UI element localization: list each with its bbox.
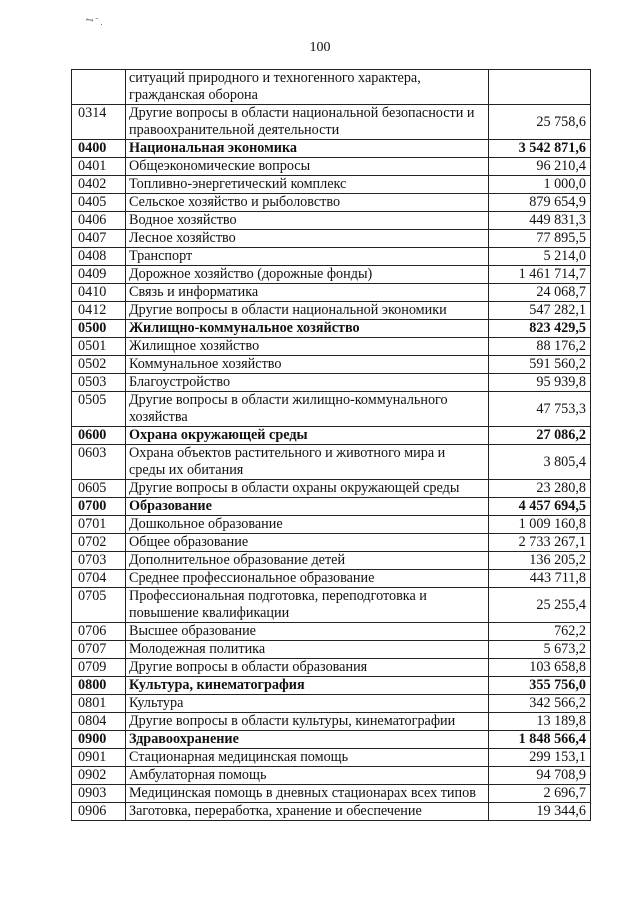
row-name: Стационарная медицинская помощь [126,749,489,767]
table-row [72,552,591,570]
table-row [72,194,591,212]
row-value: 299 153,1 [489,749,591,767]
row-name: Дошкольное образование [126,516,489,534]
row-name: Другие вопросы в области охраны окружающей среды [126,480,489,498]
row-value: 47 753,3 [489,392,591,427]
row-value: 5 673,2 [489,641,591,659]
row-code: 0704 [72,570,126,588]
row-value: 25 758,6 [489,105,591,140]
row-name: Высшее образование [126,623,489,641]
row-name: Общее образование [126,534,489,552]
row-name: Дорожное хозяйство (дорожные фонды) [126,266,489,284]
row-code [72,70,126,105]
row-value: 342 566,2 [489,695,591,713]
row-value: 1 848 566,4 [489,731,591,749]
row-name: Культура, кинематография [126,677,489,695]
row-name: Другие вопросы в области культуры, кинематографии [126,713,489,731]
row-name: Заготовка, переработка, хранение и обеспечение [126,803,489,821]
row-name: Профессиональная подготовка, переподготовка и повышение квалификации [126,588,489,623]
section-row [72,677,591,695]
table-row [72,695,591,713]
row-name: Медицинская помощь в дневных стационарах всех типов [126,785,489,803]
row-code: 0605 [72,480,126,498]
row-name: Дополнительное образование детей [126,552,489,570]
row-value: 88 176,2 [489,338,591,356]
row-value: 443 711,8 [489,570,591,588]
table-row [72,570,591,588]
table-row [72,534,591,552]
row-code: 0402 [72,176,126,194]
row-name: ситуаций природного и техногенного характера, гражданская оборона [126,70,489,105]
row-name: Жилищно-коммунальное хозяйство [126,320,489,338]
row-name: Связь и информатика [126,284,489,302]
row-code: 0706 [72,623,126,641]
row-code: 0505 [72,392,126,427]
table-row [72,302,591,320]
row-value: 591 560,2 [489,356,591,374]
row-code: 0800 [72,677,126,695]
row-name: Водное хозяйство [126,212,489,230]
row-code: 0902 [72,767,126,785]
section-row [72,427,591,445]
row-value: 762,2 [489,623,591,641]
row-value: 19 344,6 [489,803,591,821]
row-value: 3 542 871,6 [489,140,591,158]
row-value: 823 429,5 [489,320,591,338]
table-row [72,105,591,140]
row-code: 0603 [72,445,126,480]
row-name: Транспорт [126,248,489,266]
row-value: 547 282,1 [489,302,591,320]
table-row [72,641,591,659]
table-row [72,767,591,785]
table-row [72,516,591,534]
row-code: 0707 [72,641,126,659]
row-name: Другие вопросы в области национальной экономики [126,302,489,320]
table-row [72,70,591,105]
row-name: Национальная экономика [126,140,489,158]
row-value: 23 280,8 [489,480,591,498]
table-row [72,176,591,194]
row-code: 0500 [72,320,126,338]
table-row [72,713,591,731]
section-row [72,140,591,158]
row-name: Амбулаторная помощь [126,767,489,785]
row-value: 96 210,4 [489,158,591,176]
row-value: 3 805,4 [489,445,591,480]
row-value: 1 009 160,8 [489,516,591,534]
row-code: 0412 [72,302,126,320]
row-code: 0401 [72,158,126,176]
row-code: 0801 [72,695,126,713]
row-code: 0410 [72,284,126,302]
row-name: Благоустройство [126,374,489,392]
row-code: 0405 [72,194,126,212]
row-value [489,70,591,105]
row-code: 0702 [72,534,126,552]
row-name: Среднее профессиональное образование [126,570,489,588]
page-number: 100 [309,40,331,55]
row-value: 24 068,7 [489,284,591,302]
row-name: Молодежная политика [126,641,489,659]
row-name: Сельское хозяйство и рыболовство [126,194,489,212]
row-value: 95 939,8 [489,374,591,392]
table-row [72,623,591,641]
row-value: 355 756,0 [489,677,591,695]
corner-scan-mark: ꟷ ᷄ . [85,14,105,28]
row-code: 0408 [72,248,126,266]
row-value: 4 457 694,5 [489,498,591,516]
row-value: 103 658,8 [489,659,591,677]
table-row [72,392,591,427]
table-row [72,803,591,821]
table-row [72,356,591,374]
table-row [72,659,591,677]
section-row [72,731,591,749]
row-name: Здравоохранение [126,731,489,749]
budget-table [71,69,591,821]
row-value: 94 708,9 [489,767,591,785]
row-code: 0701 [72,516,126,534]
table-row [72,266,591,284]
row-code: 0400 [72,140,126,158]
row-value: 25 255,4 [489,588,591,623]
row-name: Другие вопросы в области национальной безопасности и правоохранительной деятельности [126,105,489,140]
row-value: 2 733 267,1 [489,534,591,552]
row-code: 0600 [72,427,126,445]
row-name: Охрана окружающей среды [126,427,489,445]
row-code: 0901 [72,749,126,767]
table-row [72,588,591,623]
row-name: Топливно-энергетический комплекс [126,176,489,194]
row-code: 0409 [72,266,126,284]
row-code: 0703 [72,552,126,570]
row-name: Охрана объектов растительного и животного мира и среды их обитания [126,445,489,480]
section-row [72,320,591,338]
row-code: 0503 [72,374,126,392]
table-row [72,212,591,230]
table-row [72,284,591,302]
row-value: 27 086,2 [489,427,591,445]
row-code: 0406 [72,212,126,230]
table-row [72,480,591,498]
row-code: 0903 [72,785,126,803]
row-name: Лесное хозяйство [126,230,489,248]
row-value: 879 654,9 [489,194,591,212]
table-row [72,338,591,356]
row-name: Культура [126,695,489,713]
section-row [72,498,591,516]
row-code: 0906 [72,803,126,821]
row-code: 0900 [72,731,126,749]
row-code: 0502 [72,356,126,374]
table-row [72,749,591,767]
row-value: 77 895,5 [489,230,591,248]
row-value: 449 831,3 [489,212,591,230]
budget-table-body [72,70,591,821]
row-name: Другие вопросы в области жилищно-коммунального хозяйства [126,392,489,427]
row-name: Коммунальное хозяйство [126,356,489,374]
row-code: 0705 [72,588,126,623]
row-value: 5 214,0 [489,248,591,266]
row-name: Другие вопросы в области образования [126,659,489,677]
row-name: Жилищное хозяйство [126,338,489,356]
table-row [72,248,591,266]
table-row [72,785,591,803]
row-code: 0314 [72,105,126,140]
row-value: 2 696,7 [489,785,591,803]
row-code: 0709 [72,659,126,677]
row-code: 0804 [72,713,126,731]
table-row [72,230,591,248]
table-row [72,445,591,480]
table-row [72,158,591,176]
row-value: 136 205,2 [489,552,591,570]
row-code: 0501 [72,338,126,356]
row-value: 13 189,8 [489,713,591,731]
row-code: 0700 [72,498,126,516]
table-row [72,374,591,392]
row-code: 0407 [72,230,126,248]
row-name: Образование [126,498,489,516]
row-value: 1 000,0 [489,176,591,194]
row-value: 1 461 714,7 [489,266,591,284]
row-name: Общеэкономические вопросы [126,158,489,176]
